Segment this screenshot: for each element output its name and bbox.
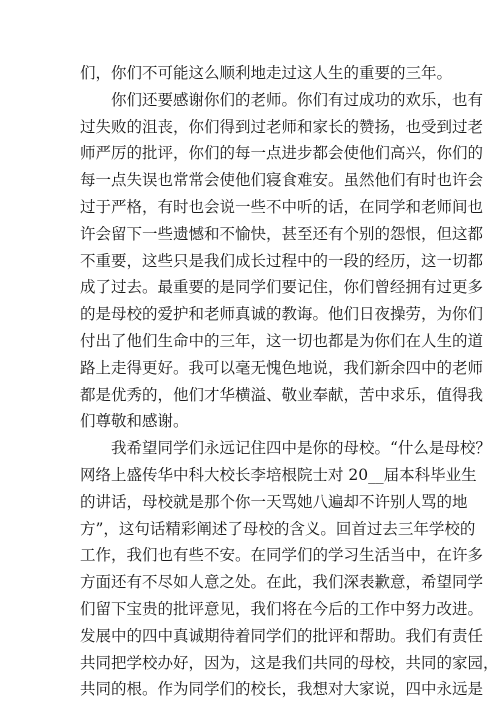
text-line: 过于严格，有时也会说一些不中听的话，在同学和老师间也 <box>80 197 484 216</box>
body-text <box>80 60 499 703</box>
text-line: 你们还要感谢你们的老师。你们有过成功的欢乐，也有 <box>111 90 484 109</box>
text-line: 我希望同学们永远记住四中是你的母校。“什么是母校？ <box>111 439 491 458</box>
text-line: 过失败的沮丧，你们得到过老师和家长的赞扬，也受到过老 <box>80 117 484 136</box>
text-line: 路上走得更好。我可以毫无愧色地说，我们新余四中的老师 <box>80 358 484 377</box>
text-line: 共同的根。作为同学们的校长，我想对大家说，四中永远是 <box>80 680 484 699</box>
text-line: 的是母校的爱护和老师真诚的教诲。他们日夜操劳，为你们 <box>80 305 484 324</box>
text-line: 方面还有不尽如人意之处。在此，我们深表歉意，希望同学 <box>80 573 484 592</box>
text-line: 不重要，这些只是我们成长过程中的一段的经历，这一切都 <box>80 251 484 270</box>
text-line: 许会留下一些遗憾和不愉快，甚至还有个别的怨恨，但这都 <box>80 224 484 243</box>
text-line: 师严厉的批评，你们的每一点进步都会使他们高兴，你们的 <box>80 144 484 163</box>
text-line: 付出了他们生命中的三年，这一切也都是为你们在人生的道 <box>80 331 484 350</box>
text-line: 都是优秀的，他们才华横溢、敬业奉献，苦中求乐，值得我 <box>80 385 484 404</box>
text-line: 们留下宝贵的批评意见，我们将在今后的工作中努力改进。 <box>80 599 484 618</box>
text-line: 网络上盛传华中科大校长李培根院士对 20__届本科毕业生 <box>80 465 477 484</box>
text-line: 成了过去。最重要的是同学们要记住，你们曾经拥有过更多 <box>80 278 484 297</box>
text-line: 的讲话，母校就是那个你一天骂她八遍却不许别人骂的地 <box>80 492 468 511</box>
text-line: 共同把学校办好，因为，这是我们共同的母校，共同的家园， <box>80 653 499 672</box>
text-line: 发展中的四中真诚期待着同学们的批评和帮助。我们有责任 <box>80 626 484 645</box>
text-line: 们，你们不可能这么顺利地走过这人生的重要的三年。 <box>80 64 453 82</box>
text-line: 每一点失误也常常会使他们寝食难安。虽然他们有时也许会 <box>80 171 484 190</box>
text-line: 工作，我们也有些不安。在同学们的学习生活当中，在许多 <box>80 546 484 565</box>
text-line: 们尊敬和感谢。 <box>80 412 189 431</box>
text-line: 方”，这句话精彩阐述了母校的含义。回首过去三年学校的 <box>80 519 476 538</box>
